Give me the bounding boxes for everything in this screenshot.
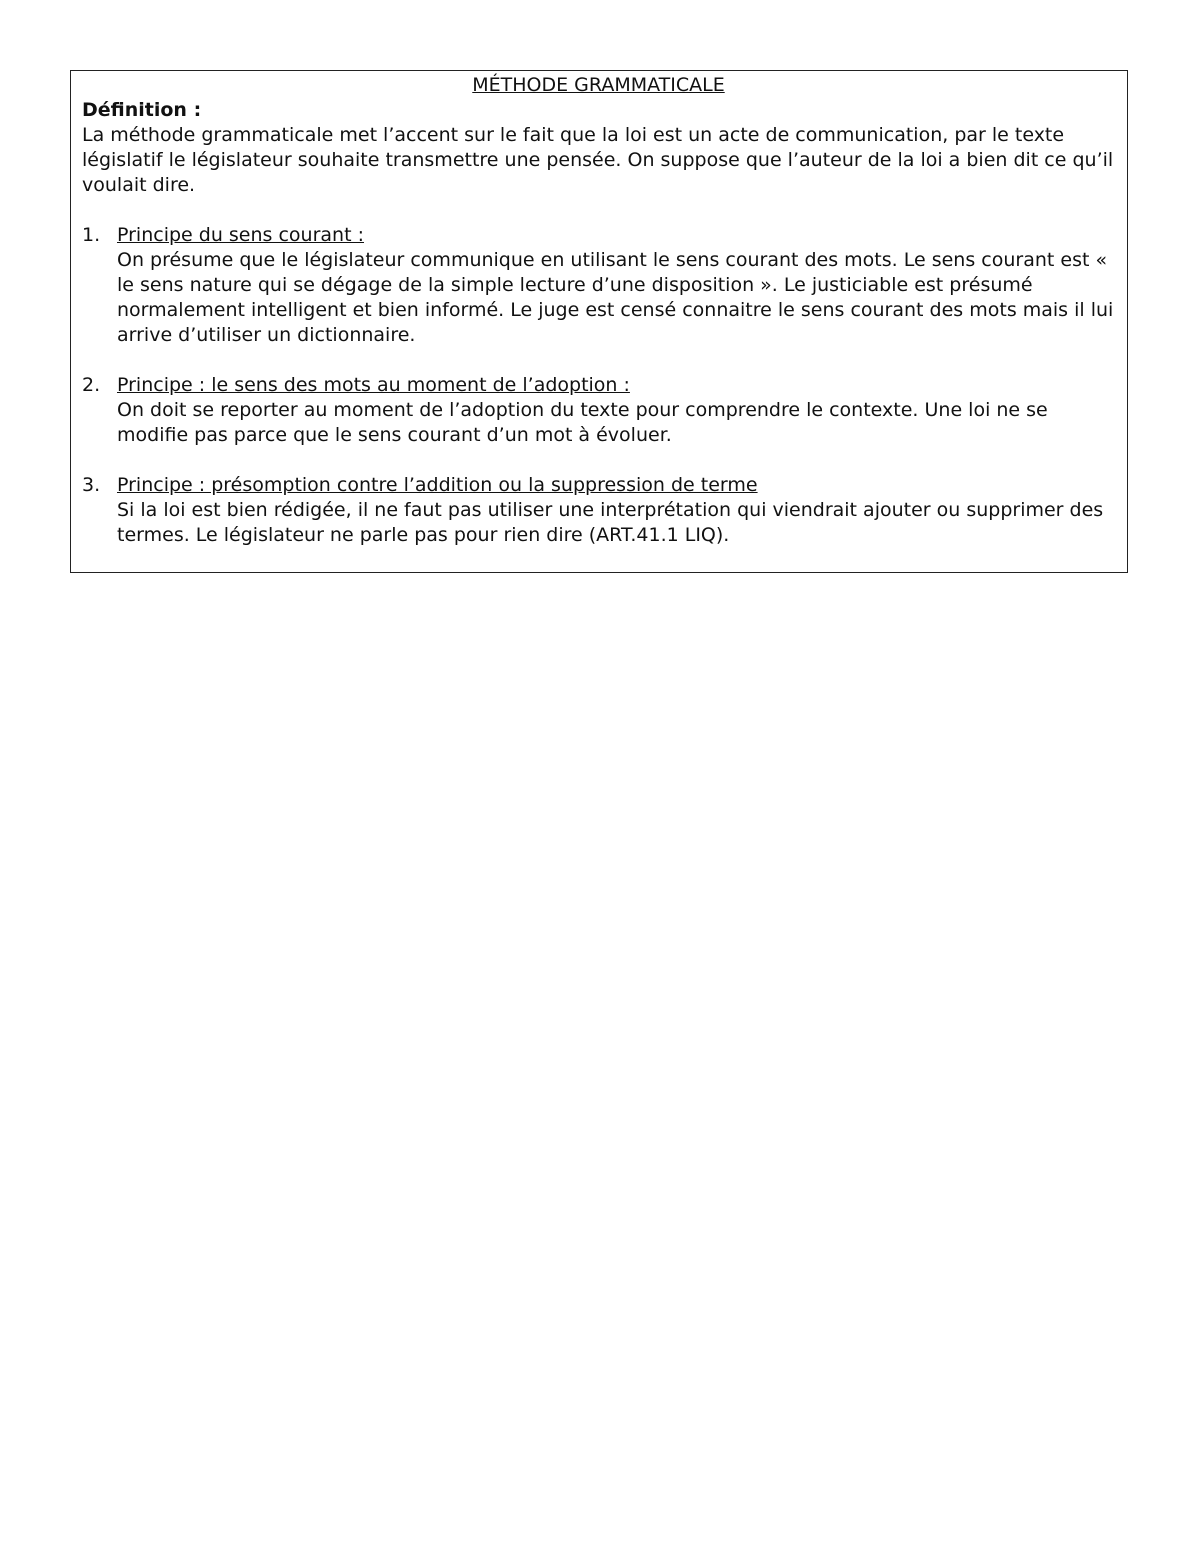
- principle-text: On présume que le législateur communique en utilisant le sens courant des mots. Le sens courant est « le sens nature qui se dégage de la simple lecture d’une disposition ». Le justiciable est présumé normalement intelligent et bien informé. Le juge est censé connaitre le sens courant des mots mais il lui arrive d’utiliser un dictionnaire.: [117, 249, 1114, 346]
- principle-text: On doit se reporter au moment de l’adoption du texte pour comprendre le contexte. Une loi ne se modifie pas parce que le sens courant d’un mot à évoluer.: [117, 399, 1048, 446]
- principle-title: Principe : présomption contre l’addition ou la suppression de terme: [117, 474, 758, 496]
- principles-list: [82, 223, 1115, 548]
- principle-title: Principe : le sens des mots au moment de l’adoption :: [117, 374, 630, 396]
- principle-item-3: [82, 473, 1115, 548]
- principle-number: 3.: [82, 474, 101, 496]
- spacer: [82, 198, 1115, 223]
- principle-item-2: [82, 373, 1115, 448]
- content-box: [70, 70, 1128, 573]
- definition-text: La méthode grammaticale met l’accent sur le fait que la loi est un acte de communication, par le texte législatif le législateur souhaite transmettre une pensée. On suppose que l’auteur de la loi a bien dit ce qu’il voulait dire.: [82, 124, 1114, 196]
- principle-text: Si la loi est bien rédigée, il ne faut pas utiliser une interprétation qui viendrait ajouter ou supprimer des termes. Le législateur ne parle pas pour rien dire (ART.41.1 LIQ).: [117, 499, 1104, 546]
- principle-number: 1.: [82, 224, 101, 246]
- principle-title: Principe du sens courant :: [117, 224, 364, 246]
- principle-number: 2.: [82, 374, 101, 396]
- principle-item-1: [82, 223, 1115, 348]
- document-title: MÉTHODE GRAMMATICALE: [472, 74, 725, 96]
- definition-label: Définition :: [82, 99, 202, 121]
